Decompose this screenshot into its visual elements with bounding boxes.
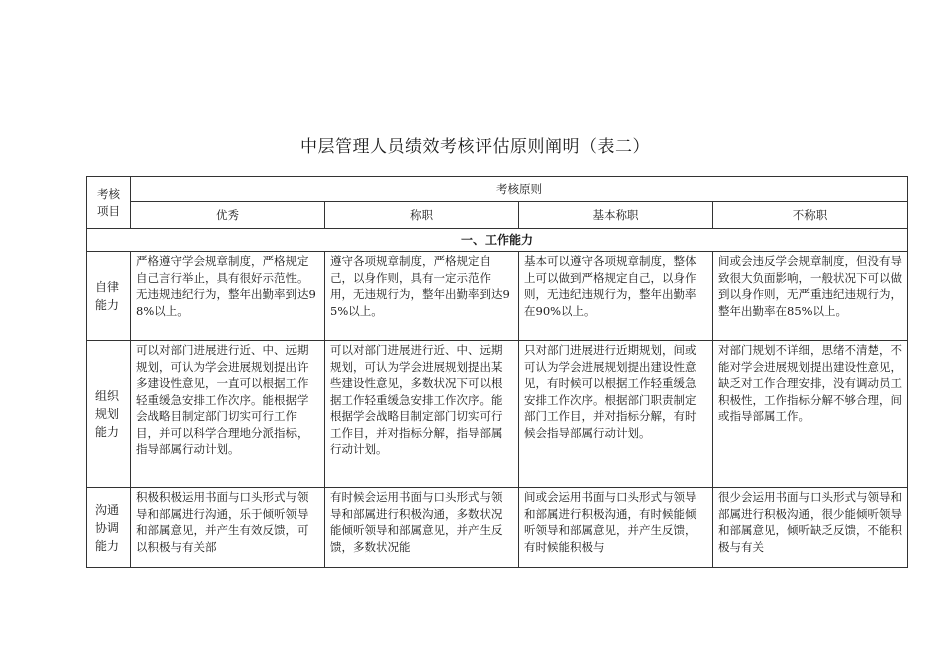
cell-incompetent: 间或会违反学会规章制度，但没有导致很大负面影响，一般状况下可以做到以身作则，无严重违纪违规行为，整年出勤率在85%以上。 [713,252,908,341]
cell-incompetent: 很少会运用书面与口头形式与领导和部属进行积极沟通，很少能倾听领导和部属意见，倾听缺乏反馈，不能积极与有关 [713,488,908,568]
cell-basic: 只对部门进展进行近期规划，间或可认为学会进展规划提出建设性意见，有时候可以根据工作轻重缓急安排工作次序。根据部门职责制定部门工作目，并对指标分解，有时候会指导部属行动计划。 [519,341,713,488]
level-excellent: 优秀 [131,202,325,229]
cell-competent: 有时候会运用书面与口头形式与领导和部属进行积极沟通，多数状况能倾听领导和部属意见，并产生反馈，多数状况能 [325,488,519,568]
cell-excellent: 严格遵守学会规章制度，严格规定自己言行举止，具有很好示范性。无违规违纪行为，整年出勤率到达98%以上。 [131,252,325,341]
level-competent: 称职 [325,202,519,229]
item-header: 考核项目 [87,177,131,229]
table-row [87,488,908,568]
table-row [87,341,908,488]
cell-basic: 间或会运用书面与口头形式与领导和部属进行积极沟通，有时候能倾听领导和部属意见，并产生反馈，有时候能积极与 [519,488,713,568]
cell-excellent: 积极积极运用书面与口头形式与领导和部属进行沟通，乐于倾听领导和部属意见，并产生有效反馈，可以积极与有关部 [131,488,325,568]
cell-incompetent: 对部门规划不详细，思绪不清楚，不能对学会进展规划提出建设性意见，缺乏对工作合理安排，没有调动员工积极性，工作指标分解不够合理，间或指导部属工作。 [713,341,908,488]
section-title: 一、工作能力 [87,229,908,252]
cell-excellent: 可以对部门进展进行近、中、远期规划，可认为学会进展规划提出许多建设性意见，一直可以根据工作轻重缓急安排工作次序。能根据学会战略目制定部门切实可行工作目，并可以科学合理地分派指标，指导部属行动计划。 [131,341,325,488]
table-row [87,252,908,341]
row-label: 组织规划能力 [87,341,131,488]
cell-basic: 基本可以遵守各项规章制度，整体上可以做到严格规定自己，以身作则，无违纪违规行为，整年出勤率在90%以上。 [519,252,713,341]
row-label: 自律能力 [87,252,131,341]
criteria-header: 考核原则 [131,177,908,202]
row-label: 沟通协调能力 [87,488,131,568]
level-incompetent: 不称职 [713,202,908,229]
section-row [87,229,908,252]
level-header-row [87,202,908,229]
page-title: 中层管理人员绩效考核评估原则阐明（表二） [300,137,650,157]
level-basic: 基本称职 [519,202,713,229]
cell-competent: 遵守各项规章制度，严格规定自己，以身作则，具有一定示范作用，无违规行为，整年出勤率到达95%以上。 [325,252,519,341]
criteria-table [86,176,908,568]
cell-competent: 可以对部门进展进行近、中、远期规划，可认为学会进展规划提出某些建设性意见，多数状况下可以根据工作轻重缓急安排工作次序。能根据学会战略目制定部门切实可行工作目，并对指标分解，指导部属行动计划。 [325,341,519,488]
table-header-row [87,177,908,202]
